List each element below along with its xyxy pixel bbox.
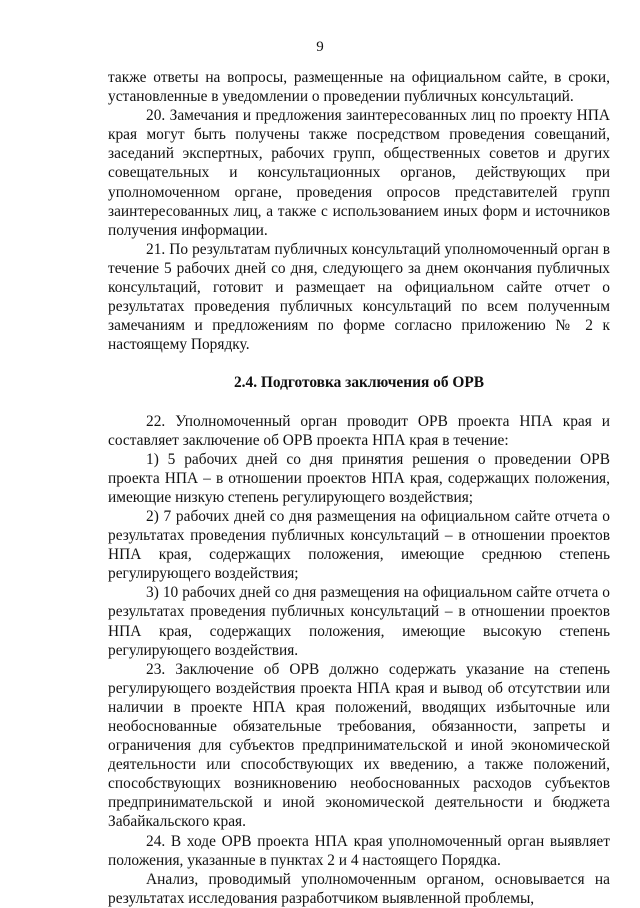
page-number: 9 [316,39,324,55]
list-item-2: 2) 7 рабочих дней со дня размещения на официальном сайте отчета о результатах проведения публичных консультаций – в отношении проектов НПА края, содержащих положения, имеющие среднюю степень регулирующего воздействия; [108,507,610,583]
paragraph-23: 23. Заключение об ОРВ должно содержать указание на степень регулирующего воздействия проекта НПА края и вывод об отсутствии или наличии в проекте НПА края положений, вводящих избыточные или необоснованные обязательные требования, обязанности, запреты и ограничения для субъектов предпринимательской и иной экономической деятельности или способствующих их введению, а также положений, способствующих возникновению необоснованных расходов субъектов предпринимательской и иной экономической деятельности и бюджета Забайкальского края. [108,660,610,831]
document-body [108,68,610,908]
list-item-3: 3) 10 рабочих дней со дня размещения на официальном сайте отчета о результатах проведения публичных консультаций – в отношении проектов НПА края, содержащих положения, имеющие высокую степень регулирующего воздействия. [108,584,610,659]
paragraph-24: 24. В ходе ОРВ проекта НПА края уполномоченный орган выявляет положения, указанные в пунктах 2 и 4 настоящего Порядка. [108,832,610,869]
section-heading: 2.4. Подготовка заключения об ОРВ [233,374,485,392]
paragraph-20: 20. Замечания и предложения заинтересованных лиц по проекту НПА края могут быть получены также посредством проведения совещаний, заседаний экспертных, рабочих групп, общественных советов и других совещательных и консультационных органов, действующих при уполномоченном органе, проведения опросов представителей групп заинтересованных лиц, а также с использованием иных форм и источников получения информации. [108,107,610,239]
paragraph-22: 22. Уполномоченный орган проводит ОРВ проекта НПА края и составляет заключение об ОРВ проекта НПА края в течение: [108,412,610,449]
paragraph-21: 21. По результатам публичных консультаций уполномоченный орган в течение 5 рабочих дней со дня, следующего за днем окончания публичных консультаций, готовит и размещает на официальном сайте отчет о результатах проведения публичных консультаций по всем полученным замечаниям и предложениям по форме согласно приложению № 2 к настоящему Порядку. [108,240,610,354]
paragraph-analysis: Анализ, проводимый уполномоченным органом, основывается на результатах исследования разработчиком выявленной проблемы, [108,870,610,907]
paragraph-continuation: также ответы на вопросы, размещенные на официальном сайте, в сроки, установленные в уведомлении о проведении публичных консультаций. [108,69,610,106]
list-item-1: 1) 5 рабочих дней со дня принятия решения о проведении ОРВ проекта НПА – в отношении проектов НПА края, содержащих положения, имеющие низкую степень регулирующего воздействия; [108,450,610,506]
